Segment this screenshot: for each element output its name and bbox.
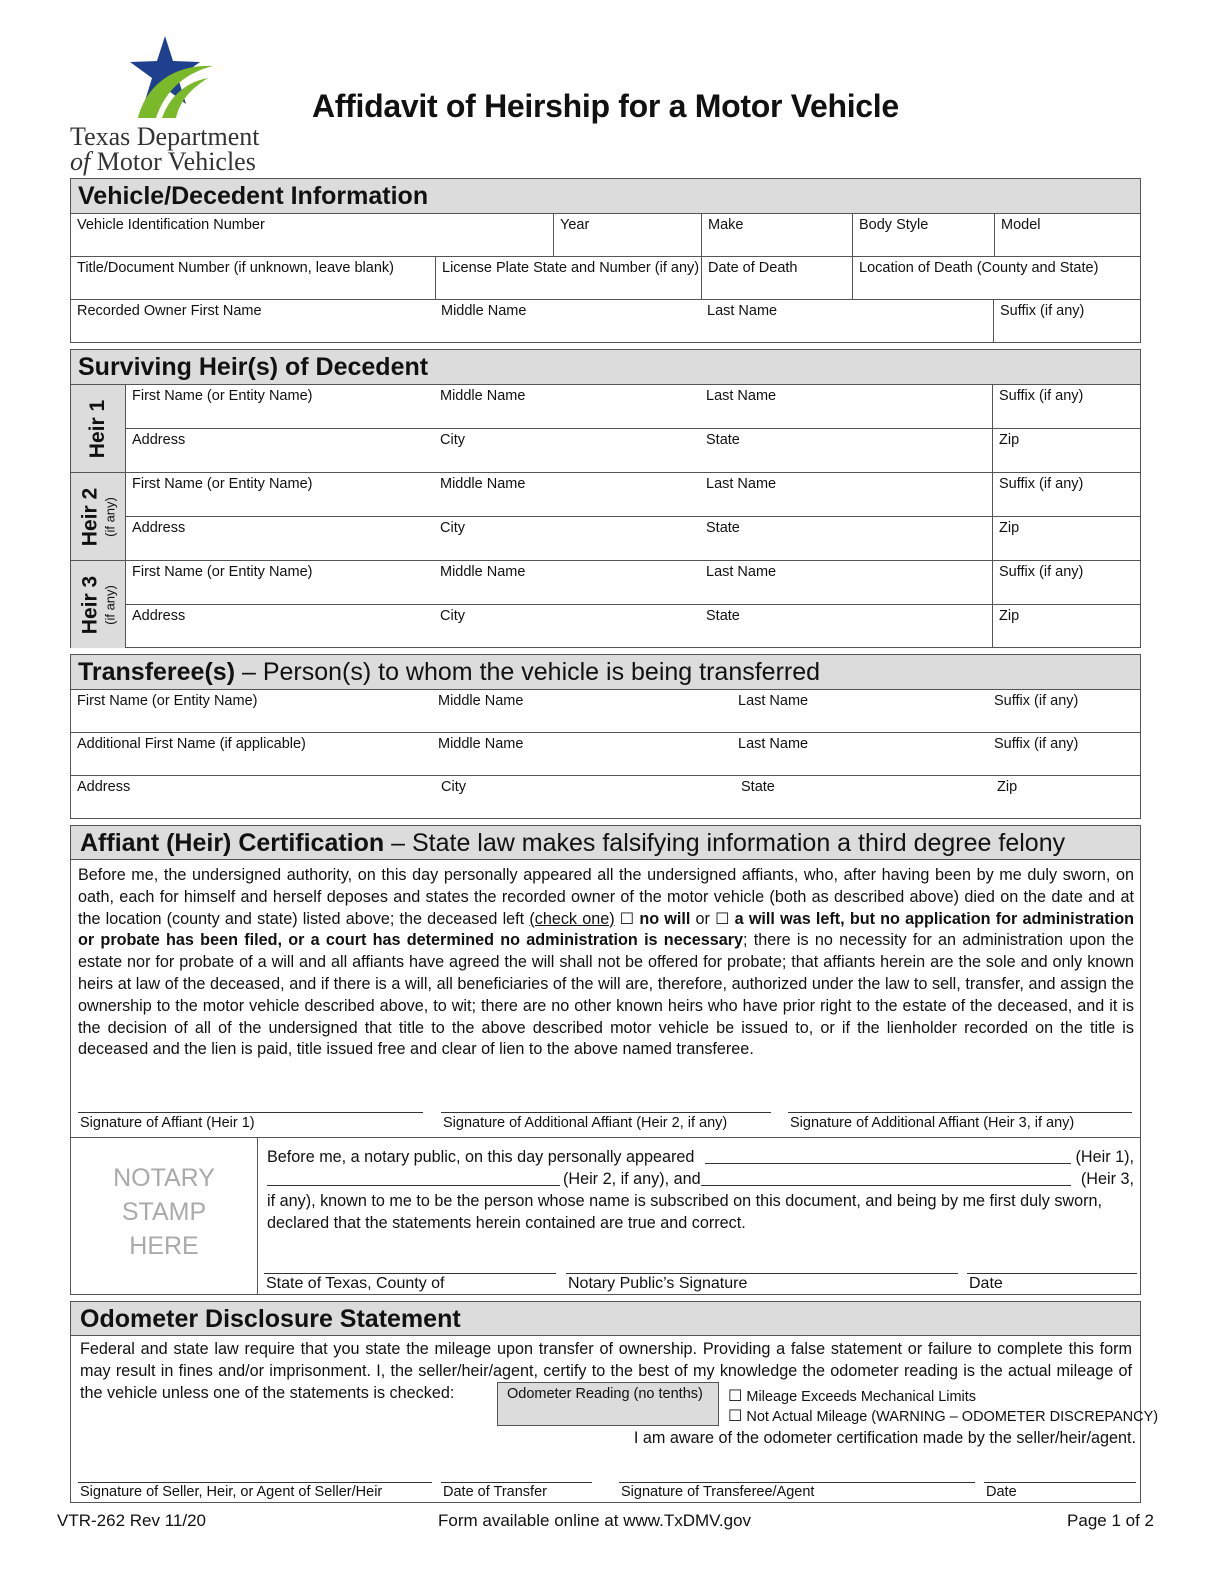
owner-suffix-field[interactable]: Suffix (if any) <box>993 300 1140 343</box>
notary-date-line[interactable] <box>967 1273 1137 1274</box>
affiant-3-signature-label: Signature of Additional Affiant (Heir 3, if any) <box>790 1115 1075 1131</box>
odometer-statement: Federal and state law require that you state the mileage upon transfer of ownership. Providing a false statement or failure to complete this form may result in fines and/or imprisonment. I, the seller/heir/agent, certify to the best of my knowledge the odometer reading is the actual mileage of the vehicle unless one of the statements is checked: <box>80 1340 1132 1402</box>
notary-statement: Before me, a notary public, on this day personally appeared (Heir 1), (Heir 2, if any), and (Heir 3, if any), known to me to be the person whose name is subscribed on this document, and being by me first duly sworn, declared that the statements herein contained are true and correct. <box>267 1148 1134 1232</box>
transferee-first-name[interactable]: First Name (or Entity Name) <box>77 693 258 709</box>
model-field[interactable]: Model <box>994 214 1140 256</box>
title-number-field[interactable]: Title/Document Number (if unknown, leave blank) <box>77 260 394 276</box>
heir-1-label: Heir 1 <box>71 385 126 473</box>
notary-date-label: Date <box>969 1275 1003 1292</box>
mileage-exceeds-checkbox[interactable]: ☐ <box>728 1388 743 1405</box>
heir-3-zip[interactable]: Zip <box>992 605 1140 648</box>
heir-2-middle-name[interactable]: Middle Name <box>440 476 526 492</box>
vehicle-section <box>70 178 1141 343</box>
owner-first-name-field[interactable]: Recorded Owner First Name <box>77 303 262 319</box>
logo-wordmark: Texas Department of Motor Vehicles <box>70 122 260 176</box>
heirs-section <box>70 349 1141 648</box>
will-left-checkbox[interactable]: ☐ <box>715 910 730 928</box>
date-of-transfer-line[interactable] <box>441 1482 592 1483</box>
affiant-section <box>70 825 1141 1295</box>
vin-field[interactable]: Vehicle Identification Number <box>77 217 265 233</box>
heir-2-appeared-line[interactable] <box>267 1185 560 1186</box>
heir-2-last-name[interactable]: Last Name <box>706 476 777 492</box>
license-plate-field[interactable]: License Plate State and Number (if any) <box>435 257 701 299</box>
no-will-checkbox[interactable]: ☐ <box>619 910 635 928</box>
heir-2-state[interactable]: State <box>706 520 740 536</box>
odometer-section <box>70 1301 1159 1503</box>
heir-1-city[interactable]: City <box>440 432 465 448</box>
heir-1-state[interactable]: State <box>706 432 740 448</box>
additional-transferee-suffix[interactable]: Suffix (if any) <box>994 736 1079 752</box>
year-field[interactable]: Year <box>553 214 701 256</box>
affiant-3-signature-line[interactable] <box>788 1112 1132 1113</box>
location-of-death-field[interactable]: Location of Death (County and State) <box>852 257 1140 299</box>
odometer-awareness: I am aware of the odometer certification made by the seller/heir/agent. <box>633 1429 1136 1447</box>
transferee-city[interactable]: City <box>441 779 466 795</box>
transferee-address[interactable]: Address <box>77 779 131 795</box>
affiant-2-signature-label: Signature of Additional Affiant (Heir 2, if any) <box>443 1115 728 1131</box>
affiant-heading: Affiant (Heir) Certification – State law makes falsifying information a third degree felony <box>71 826 1140 860</box>
owner-middle-name-field[interactable]: Middle Name <box>441 303 527 319</box>
odometer-heading: Odometer Disclosure Statement <box>71 1302 1140 1336</box>
make-field[interactable]: Make <box>701 214 852 256</box>
additional-transferee-middle-name[interactable]: Middle Name <box>438 736 524 752</box>
heir-1-middle-name[interactable]: Middle Name <box>440 388 526 404</box>
notary-block <box>71 1137 1140 1296</box>
heir-1-address[interactable]: Address <box>132 432 186 448</box>
txdmv-star-icon <box>118 36 218 126</box>
heir-1-last-name[interactable]: Last Name <box>706 388 777 404</box>
notary-signature-label: Notary Public’s Signature <box>568 1275 748 1292</box>
county-line[interactable] <box>264 1273 556 1274</box>
odometer-reading-field[interactable]: Odometer Reading (no tenths) <box>497 1382 719 1426</box>
affiant-statement: Before me, the undersigned authority, on this day personally appeared all the undersigned affiants, who, after having been by me duly sworn, on oath, each for himself and herself deposes and states the recorded owner of the motor vehicle (both as described above) died on the date and at the location (county and state) listed above; the deceased left (check one) ☐ no will or ☐ a will was left, but no application for administration or probate has been filed, or a court has determined no administration is necessary; there is no necessity for an administration upon the estate nor for probate of a will and all affiants have agreed the will shall not be offered for probate; that affiants herein are the sole and only known heirs at law of the deceased, and if there is a will, all beneficiaries of the will are, therefore, authorized under the law to sell, transfer, and assign the ownership to the motor vehicle described above, to wit; there are no other known heirs who have prior right to the estate of the deceased, and it is the decision of all of the undersigned that title to the above described motor vehicle be issued to, or if the lienholder recorded on the title is deceased and the lien is paid, title issued free and clear of lien to the above named transferee. <box>78 866 1135 1059</box>
heir-3-state[interactable]: State <box>706 608 740 624</box>
heirs-heading: Surviving Heir(s) of Decedent <box>71 350 1140 385</box>
heir-2-suffix[interactable]: Suffix (if any) <box>992 473 1140 516</box>
transferee-signature-line[interactable] <box>619 1482 975 1483</box>
transferee-middle-name[interactable]: Middle Name <box>438 693 524 709</box>
heir-3-first-name[interactable]: First Name (or Entity Name) <box>132 564 313 580</box>
transferee-heading: Transferee(s) – Person(s) to whom the vehicle is being transferred <box>71 655 1140 690</box>
notary-stamp-area[interactable]: NOTARY STAMP HERE <box>71 1138 258 1295</box>
transferee-zip[interactable]: Zip <box>997 779 1018 795</box>
transferee-last-name[interactable]: Last Name <box>738 693 809 709</box>
date-of-death-field[interactable]: Date of Death <box>701 257 852 299</box>
affiant-1-signature-line[interactable] <box>78 1112 423 1113</box>
transferee-date-label: Date <box>986 1484 1017 1500</box>
transferee-suffix[interactable]: Suffix (if any) <box>994 693 1079 709</box>
heir-3-address[interactable]: Address <box>132 608 186 624</box>
heir-1-zip[interactable]: Zip <box>992 429 1140 472</box>
transferee-state[interactable]: State <box>741 779 775 795</box>
heir-3-city[interactable]: City <box>440 608 465 624</box>
transferee-signature-label: Signature of Transferee/Agent <box>621 1484 815 1500</box>
heir-2-zip[interactable]: Zip <box>992 517 1140 560</box>
mileage-exceeds-option[interactable]: ☐ Mileage Exceeds Mechanical Limits <box>728 1388 977 1405</box>
page-title: Affidavit of Heirship for a Motor Vehicle <box>312 88 899 124</box>
transferee-section <box>70 654 1141 819</box>
affiant-2-signature-line[interactable] <box>441 1112 771 1113</box>
heir-3-label: Heir 3 (if any) <box>71 561 126 648</box>
heir-1-suffix[interactable]: Suffix (if any) <box>992 385 1140 428</box>
body-style-field[interactable]: Body Style <box>852 214 994 256</box>
heir-3-last-name[interactable]: Last Name <box>706 564 777 580</box>
heir-2-first-name[interactable]: First Name (or Entity Name) <box>132 476 313 492</box>
heir-1-first-name[interactable]: First Name (or Entity Name) <box>132 388 313 404</box>
owner-last-name-field[interactable]: Last Name <box>707 303 778 319</box>
vehicle-heading: Vehicle/Decedent Information <box>71 179 1140 214</box>
heir-3-appeared-line[interactable] <box>701 1185 1071 1186</box>
date-of-transfer-label: Date of Transfer <box>443 1484 547 1500</box>
seller-signature-label: Signature of Seller, Heir, or Agent of Seller/Heir <box>80 1484 383 1500</box>
additional-transferee-last-name[interactable]: Last Name <box>738 736 809 752</box>
txdmv-logo <box>118 36 218 126</box>
not-actual-mileage-checkbox[interactable]: ☐ <box>728 1408 743 1425</box>
county-label: State of Texas, County of <box>266 1275 445 1292</box>
form-online-link[interactable]: Form available online at www.TxDMV.gov <box>438 1511 752 1530</box>
page-number: Page 1 of 2 <box>1067 1511 1154 1530</box>
additional-transferee-first-name[interactable]: Additional First Name (if applicable) <box>77 736 306 752</box>
seller-signature-line[interactable] <box>78 1482 432 1483</box>
affiant-1-signature-label: Signature of Affiant (Heir 1) <box>80 1115 255 1131</box>
notary-signature-line[interactable] <box>566 1273 958 1274</box>
heir-3-suffix[interactable]: Suffix (if any) <box>992 561 1140 604</box>
heir-2-label: Heir 2 (if any) <box>71 473 126 561</box>
heir-2-address[interactable]: Address <box>132 520 186 536</box>
heir-2-city[interactable]: City <box>440 520 465 536</box>
heir-3-middle-name[interactable]: Middle Name <box>440 564 526 580</box>
transferee-date-line[interactable] <box>984 1482 1136 1483</box>
not-actual-mileage-option[interactable]: ☐ Not Actual Mileage (WARNING – ODOMETER DISCREPANCY) <box>728 1408 1159 1425</box>
heir-1-appeared-line[interactable] <box>705 1163 1071 1164</box>
form-number: VTR-262 Rev 11/20 <box>57 1511 206 1530</box>
